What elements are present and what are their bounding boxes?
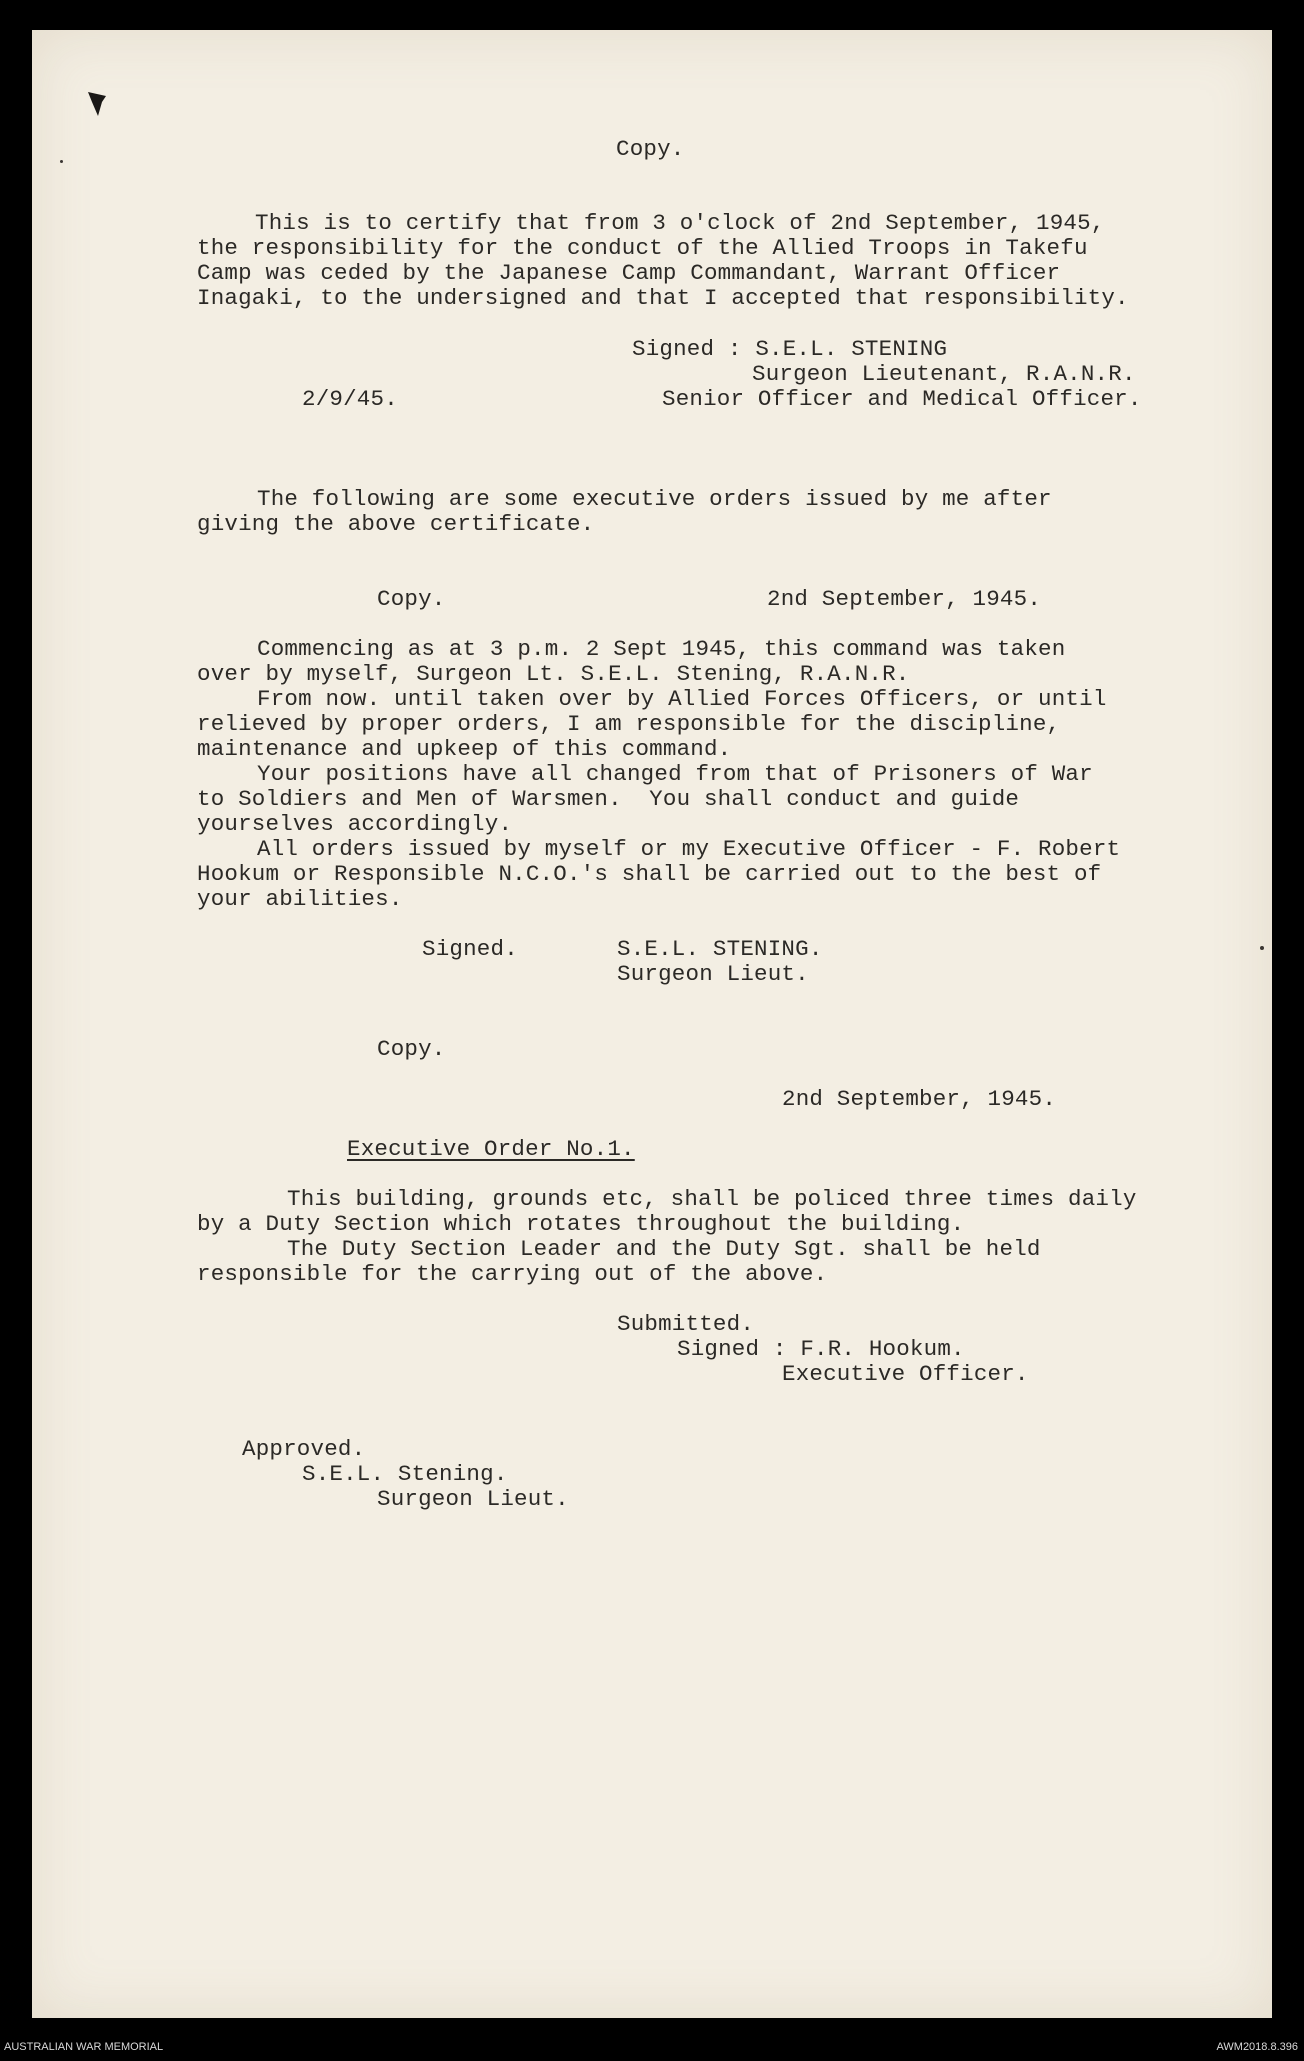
- executive-order-line: This building, grounds etc, shall be policed three times daily: [287, 1186, 1137, 1212]
- certificate-line: Inagaki, to the undersigned and that I accepted that responsibility.: [197, 285, 1129, 311]
- orders-signed-rank: Surgeon Lieut.: [617, 961, 809, 987]
- executive-order-line: responsible for the carrying out of the above.: [197, 1261, 828, 1287]
- orders-line: maintenance and upkeep of this command.: [197, 736, 732, 762]
- orders-signed-name: S.E.L. STENING.: [617, 936, 823, 962]
- paper-speck: [60, 160, 63, 163]
- submitted-role: Executive Officer.: [782, 1361, 1029, 1387]
- orders-line: your abilities.: [197, 886, 403, 912]
- certificate-rank: Surgeon Lieutenant, R.A.N.R.: [752, 361, 1136, 387]
- certificate-line: This is to certify that from 3 o'clock of 2nd September, 1945,: [255, 210, 1105, 236]
- archive-credit: AUSTRALIAN WAR MEMORIAL: [4, 2041, 164, 2053]
- orders-line: over by myself, Surgeon Lt. S.E.L. Stening, R.A.N.R.: [197, 661, 910, 687]
- orders-line: From now. until taken over by Allied Forces Officers, or until: [257, 686, 1107, 712]
- copy-date: 2nd September, 1945.: [767, 586, 1042, 612]
- orders-signed-label: Signed.: [422, 936, 518, 962]
- certificate-line: Camp was ceded by the Japanese Camp Commandant, Warrant Officer: [197, 260, 1061, 286]
- executive-order-line: by a Duty Section which rotates throughout the building.: [197, 1211, 965, 1237]
- submitted-signature: Signed : F.R. Hookum.: [677, 1336, 965, 1362]
- copy-label: Copy.: [377, 1036, 446, 1062]
- paper-speck: [1260, 946, 1264, 950]
- orders-line: Hookum or Responsible N.C.O.'s shall be carried out to the best of: [197, 861, 1102, 887]
- orders-line: All orders issued by myself or my Executive Officer - F. Robert: [257, 836, 1121, 862]
- executive-order-line: The Duty Section Leader and the Duty Sgt. shall be held: [287, 1236, 1041, 1262]
- copy-heading: Copy.: [616, 136, 685, 162]
- orders-line: yourselves accordingly.: [197, 811, 513, 837]
- orders-line: Your positions have all changed from that of Prisoners of War: [257, 761, 1093, 787]
- orders-line: to Soldiers and Men of Warsmen. You shall conduct and guide: [197, 786, 1020, 812]
- intro-line: giving the above certificate.: [197, 511, 595, 537]
- orders-line: relieved by proper orders, I am responsible for the discipline,: [197, 711, 1061, 737]
- archive-reference: AWM2018.8.396: [1216, 2041, 1298, 2053]
- submitted-label: Submitted.: [617, 1311, 755, 1337]
- certificate-signature: Signed : S.E.L. STENING: [632, 336, 948, 362]
- approved-name: S.E.L. Stening.: [302, 1461, 508, 1487]
- document-page: [32, 30, 1272, 2018]
- copy-date: 2nd September, 1945.: [782, 1086, 1057, 1112]
- executive-order-title: Executive Order No.1.: [347, 1136, 635, 1162]
- copy-label: Copy.: [377, 586, 446, 612]
- approved-rank: Surgeon Lieut.: [377, 1486, 569, 1512]
- certificate-line: the responsibility for the conduct of the Allied Troops in Takefu: [197, 235, 1088, 261]
- certificate-role: Senior Officer and Medical Officer.: [662, 386, 1142, 412]
- intro-line: The following are some executive orders issued by me after: [257, 486, 1052, 512]
- ink-mark: [82, 88, 112, 118]
- approved-label: Approved.: [242, 1436, 366, 1462]
- orders-line: Commencing as at 3 p.m. 2 Sept 1945, this command was taken: [257, 636, 1066, 662]
- certificate-date: 2/9/45.: [302, 386, 398, 412]
